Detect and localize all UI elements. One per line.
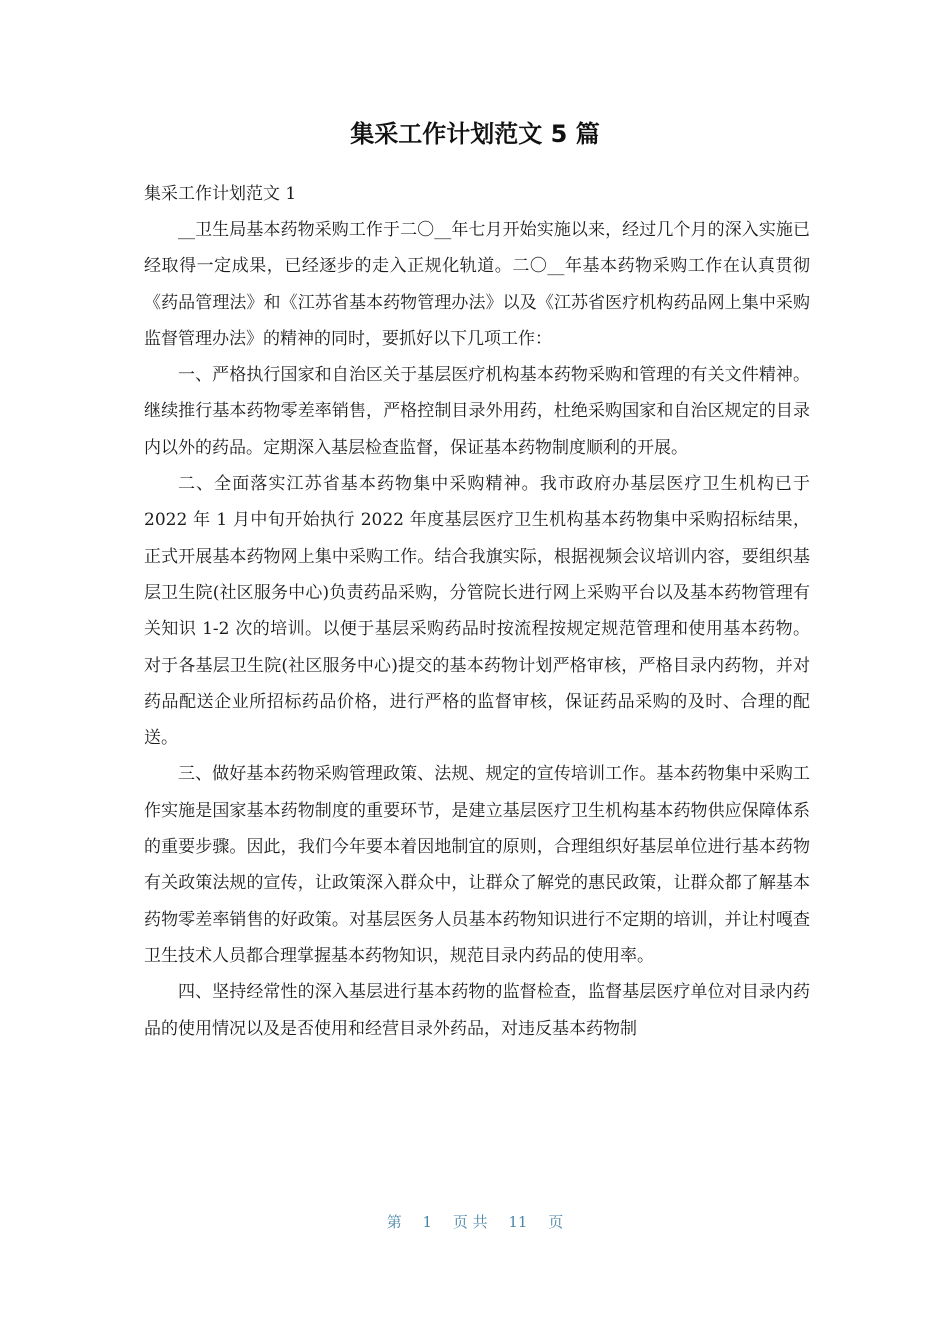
paragraph-item-4: 四、坚持经常性的深入基层进行基本药物的监督检查，监督基层医疗单位对目录内药品的使用情况以及是否使用和经营目录外药品，对违反基本药物制 bbox=[144, 982, 810, 1039]
paragraph-item-2: 二、全面落实江苏省基本药物集中采购精神。我市政府办基层医疗卫生机构已于 2022 年 1 月中旬开始执行 2022 年度基层医疗卫生机构基本药物集中采购招标结果，正式开展基本药物网上集中采购工作。结合我旗实际，根据视频会议培训内容，要组织基层卫生院(社区服务中心)负责药品采购，分管院长进行网上采购平台以及基本药物管理有关知识 1-2 次的培训。以便于基层采购药品时按流程按规定规范管理和使用基本药物。对于各基层卫生院(社区服务中心)提交的基本药物计划严格审核，严格目录内药物，并对药品配送企业所招标药品价格，进行严格的监督审核，保证药品采购的及时、合理的配送。 bbox=[144, 474, 810, 749]
footer-mid: 页 共 bbox=[452, 1213, 488, 1231]
document-body bbox=[144, 176, 810, 1047]
section-heading: 集采工作计划范文 1 bbox=[144, 184, 297, 204]
paragraph-intro: __卫生局基本药物采购工作于二〇__年七月开始实施以来，经过几个月的深入实施已经取得一定成果，已经逐步的走入正规化轨道。二〇__年基本药物采购工作在认真贯彻《药品管理法》和《江苏省基本药物管理办法》以及《江苏省医疗机构药品网上集中采购监督管理办法》的精神的同时，要抓好以下几项工作： bbox=[144, 220, 810, 349]
footer-prefix: 第 bbox=[386, 1213, 402, 1231]
footer-suffix: 页 bbox=[548, 1213, 564, 1231]
paragraph-item-3: 三、做好基本药物采购管理政策、法规、规定的宣传培训工作。基本药物集中采购工作实施是国家基本药物制度的重要环节，是建立基层医疗卫生机构基本药物供应保障体系的重要步骤。因此，我们今年要本着因地制宜的原则，合理组织好基层单位进行基本药物有关政策法规的宣传，让政策深入群众中，让群众了解党的惠民政策，让群众都了解基本药物零差率销售的好政策。对基层医务人员基本药物知识进行不定期的培训，并让村嘎查卫生技术人员都合理掌握基本药物知识，规范目录内药品的使用率。 bbox=[144, 764, 810, 966]
total-page-count: 11 bbox=[508, 1213, 528, 1231]
paragraph-item-1: 一、严格执行国家和自治区关于基层医疗机构基本药物采购和管理的有关文件精神。继续推行基本药物零差率销售，严格控制目录外用药，杜绝采购国家和自治区规定的目录内以外的药品。定期深入基层检查监督，保证基本药物制度顺利的开展。 bbox=[144, 365, 810, 458]
document-title: 集采工作计划范文 5 篇 bbox=[350, 120, 600, 148]
page-footer bbox=[0, 1210, 950, 1234]
current-page-number: 1 bbox=[422, 1213, 433, 1231]
